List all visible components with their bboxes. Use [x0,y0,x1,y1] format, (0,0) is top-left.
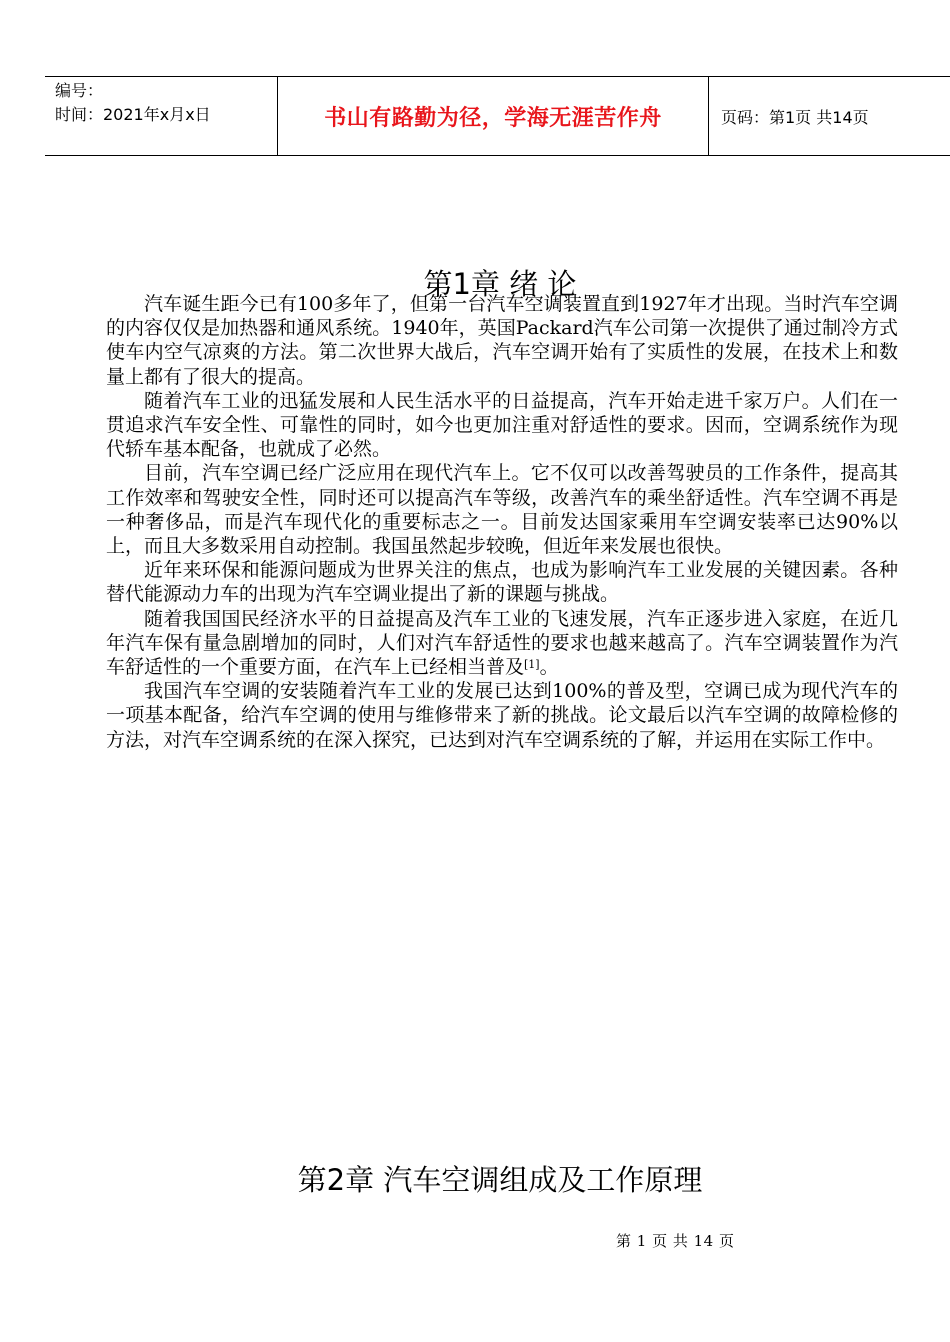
paragraph-text: 随着我国国民经济水平的日益提高及汽车工业的飞速发展，汽车正逐步进入家庭，在近几年汽车保有量急剧增加的同时，人们对汽车舒适性的要求也越来越高了。汽车空调装置作为汽车舒适性的一个重要方面，在汽车上已经相当普及 [106,607,898,679]
paragraph: 我国汽车空调的安装随着汽车工业的发展已达到100%的普及型，空调已成为现代汽车的一项基本配备，给汽车空调的使用与维修带来了新的挑战。论文最后以汽车空调的故障检修的方法，对汽车空调系统的在深入探究，已达到对汽车空调系统的了解，并运用在实际工作中。 [106,680,898,751]
chapter-1-title: 第1章 绪 论 [423,267,577,301]
footer-page-number: 第 1 页 共 14 页 [616,1232,735,1250]
paragraph: 近年来环保和能源问题成为世界关注的焦点，也成为影响汽车工业发展的关键因素。各种替代能源动力车的出现为汽车空调业提出了新的课题与挑战。 [106,559,898,606]
chapter-1-body [106,292,898,752]
date-label: 时间：2021年x月x日 [55,105,211,124]
paragraph: 汽车诞生距今已有100多年了，但第一台汽车空调装置直到1927年才出现。当时汽车空调的内容仅仅是加热器和通风系统。1940年，英国Packard汽车公司第一次提供了通过制冷方式使车内空气凉爽的方法。第二次世界大战后，汽车空调开始有了实质性的发展，在技术上和数量上都有了很大的提高。 [106,293,898,388]
paragraph-with-citation [106,607,898,680]
header-page-cell [709,77,950,155]
paragraph-end-mark: 。 [539,656,559,679]
motto-text: 书山有路勤为径，学海无涯苦作舟 [324,105,662,131]
serial-label: 编号： [55,81,104,100]
paragraph: 目前，汽车空调已经广泛应用在现代汽车上。它不仅可以改善驾驶员的工作条件，提高其工作效率和驾驶安全性，同时还可以提高汽车等级，改善汽车的乘坐舒适性。汽车空调不再是一种奢侈品，而是汽车现代化的重要标志之一。目前发达国家乘用车空调安装率已达90%以上，而且大多数采用自动控制。我国虽然起步较晚，但近年来发展也很快。 [106,462,898,558]
citation-ref[interactable]: [1] [524,658,540,672]
header-meta-cell [45,77,278,155]
page-info: 页码：第1页 共14页 [721,107,869,127]
chapter-2-title: 第2章 汽车空调组成及工作原理 [297,1163,703,1197]
header-motto-cell [278,77,709,155]
paragraph: 随着汽车工业的迅猛发展和人民生活水平的日益提高，汽车开始走进千家万户。人们在一贯追求汽车安全性、可靠性的同时，如今也更加注重对舒适性的要求。因而，空调系统作为现代轿车基本配备，也就成了必然。 [106,389,898,461]
header-table [45,76,950,156]
